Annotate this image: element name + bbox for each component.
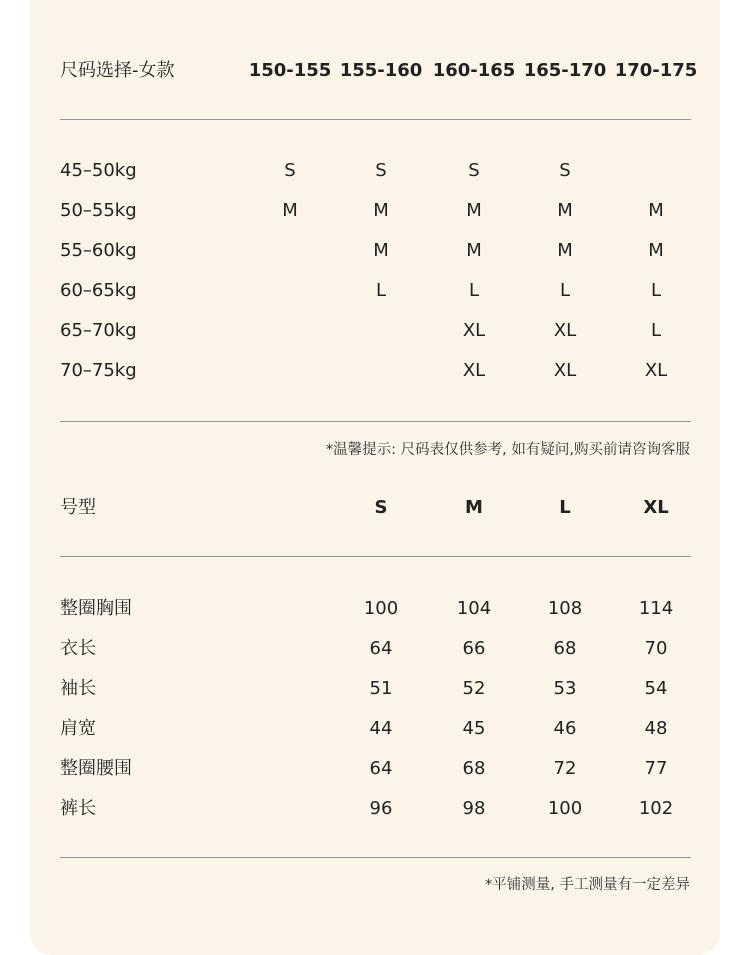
measurement-value: 66 bbox=[462, 638, 486, 659]
size-cell bbox=[240, 316, 340, 346]
weight-label: 60–65kg bbox=[60, 280, 137, 301]
size-cell: XL bbox=[644, 360, 668, 381]
size-cell: S bbox=[559, 160, 571, 181]
measurement-value: 102 bbox=[638, 798, 674, 819]
size-cell: M bbox=[648, 240, 664, 261]
size-type-label: 号型 bbox=[60, 497, 96, 518]
weight-label: 55–60kg bbox=[60, 240, 137, 261]
table-row bbox=[0, 794, 750, 824]
table-row bbox=[0, 276, 750, 306]
table-row bbox=[0, 634, 750, 664]
divider bbox=[60, 857, 691, 858]
measurement-value: 98 bbox=[462, 798, 486, 819]
weight-label: 50–55kg bbox=[60, 200, 137, 221]
size-cell: S bbox=[468, 160, 480, 181]
table-row bbox=[0, 156, 750, 186]
women-size-header-row bbox=[0, 56, 750, 86]
divider bbox=[60, 119, 691, 120]
measurement-value: 52 bbox=[462, 678, 486, 699]
measurement-value: 108 bbox=[547, 598, 583, 619]
measurement-header-row bbox=[0, 493, 750, 523]
table-row bbox=[0, 196, 750, 226]
size-cell: M bbox=[648, 200, 664, 221]
size-cell: M bbox=[373, 240, 389, 261]
size-cell: L bbox=[559, 280, 571, 301]
measurement-name: 肩宽 bbox=[60, 718, 96, 739]
measurement-value: 64 bbox=[369, 758, 393, 779]
measurement-value: 72 bbox=[553, 758, 577, 779]
table-row bbox=[0, 674, 750, 704]
size-cell: M bbox=[282, 200, 298, 221]
measurement-value: 100 bbox=[547, 798, 583, 819]
size-header: L bbox=[559, 497, 571, 518]
measurement-value: 64 bbox=[369, 638, 393, 659]
size-cell: M bbox=[557, 240, 573, 261]
height-header: 165-170 bbox=[523, 60, 607, 81]
size-cell bbox=[331, 356, 431, 386]
table-row bbox=[0, 714, 750, 744]
size-header: M bbox=[465, 497, 483, 518]
size-cell bbox=[606, 156, 706, 186]
size-cell: L bbox=[375, 280, 387, 301]
weight-label: 45–50kg bbox=[60, 160, 137, 181]
divider bbox=[60, 421, 691, 422]
size-cell: S bbox=[284, 160, 296, 181]
size-cell: L bbox=[468, 280, 480, 301]
measurement-value: 77 bbox=[644, 758, 668, 779]
table-row bbox=[0, 236, 750, 266]
measurement-name: 整圈胸围 bbox=[60, 598, 132, 619]
height-header: 150-155 bbox=[248, 60, 332, 81]
measurement-value: 114 bbox=[638, 598, 674, 619]
size-cell: L bbox=[650, 280, 662, 301]
measurement-value: 54 bbox=[644, 678, 668, 699]
size-cell bbox=[240, 236, 340, 266]
size-cell: XL bbox=[462, 360, 486, 381]
size-cell: S bbox=[375, 160, 387, 181]
measurement-value: 45 bbox=[462, 718, 486, 739]
size-cell: XL bbox=[553, 320, 577, 341]
height-header: 160-165 bbox=[432, 60, 516, 81]
measurement-value: 70 bbox=[644, 638, 668, 659]
height-header: 155-160 bbox=[339, 60, 423, 81]
measurement-value: 46 bbox=[553, 718, 577, 739]
measurement-value: 104 bbox=[456, 598, 492, 619]
size-cell: L bbox=[650, 320, 662, 341]
size-header: XL bbox=[643, 497, 669, 518]
measurement-name: 整圈腰围 bbox=[60, 758, 132, 779]
measurement-value: 44 bbox=[369, 718, 393, 739]
measurement-value: 96 bbox=[369, 798, 393, 819]
size-cell bbox=[331, 316, 431, 346]
size-cell: M bbox=[466, 200, 482, 221]
divider bbox=[60, 556, 691, 557]
size-chart-note: *温馨提示: 尺码表仅供参考, 如有疑问,购买前请咨询客服 bbox=[325, 442, 690, 458]
women-size-title: 尺码选择-女款 bbox=[60, 60, 175, 81]
size-cell: XL bbox=[553, 360, 577, 381]
measurement-value: 48 bbox=[644, 718, 668, 739]
measurement-name: 衣长 bbox=[60, 638, 96, 659]
size-cell: M bbox=[557, 200, 573, 221]
measurement-name: 裤长 bbox=[60, 798, 96, 819]
weight-label: 65–70kg bbox=[60, 320, 137, 341]
measurement-value: 100 bbox=[363, 598, 399, 619]
table-row bbox=[0, 754, 750, 784]
size-cell bbox=[240, 356, 340, 386]
size-cell: M bbox=[373, 200, 389, 221]
measurement-value: 51 bbox=[369, 678, 393, 699]
table-row bbox=[0, 594, 750, 624]
size-cell: XL bbox=[462, 320, 486, 341]
height-header: 170-175 bbox=[614, 60, 698, 81]
measurement-note: *平铺测量, 手工测量有一定差异 bbox=[485, 877, 690, 893]
weight-label: 70–75kg bbox=[60, 360, 137, 381]
size-header: S bbox=[374, 497, 388, 518]
measurement-value: 53 bbox=[553, 678, 577, 699]
size-cell: M bbox=[466, 240, 482, 261]
measurement-value: 68 bbox=[553, 638, 577, 659]
measurement-value: 68 bbox=[462, 758, 486, 779]
table-row bbox=[0, 316, 750, 346]
size-cell bbox=[240, 276, 340, 306]
table-row bbox=[0, 356, 750, 386]
measurement-name: 袖长 bbox=[60, 678, 96, 699]
